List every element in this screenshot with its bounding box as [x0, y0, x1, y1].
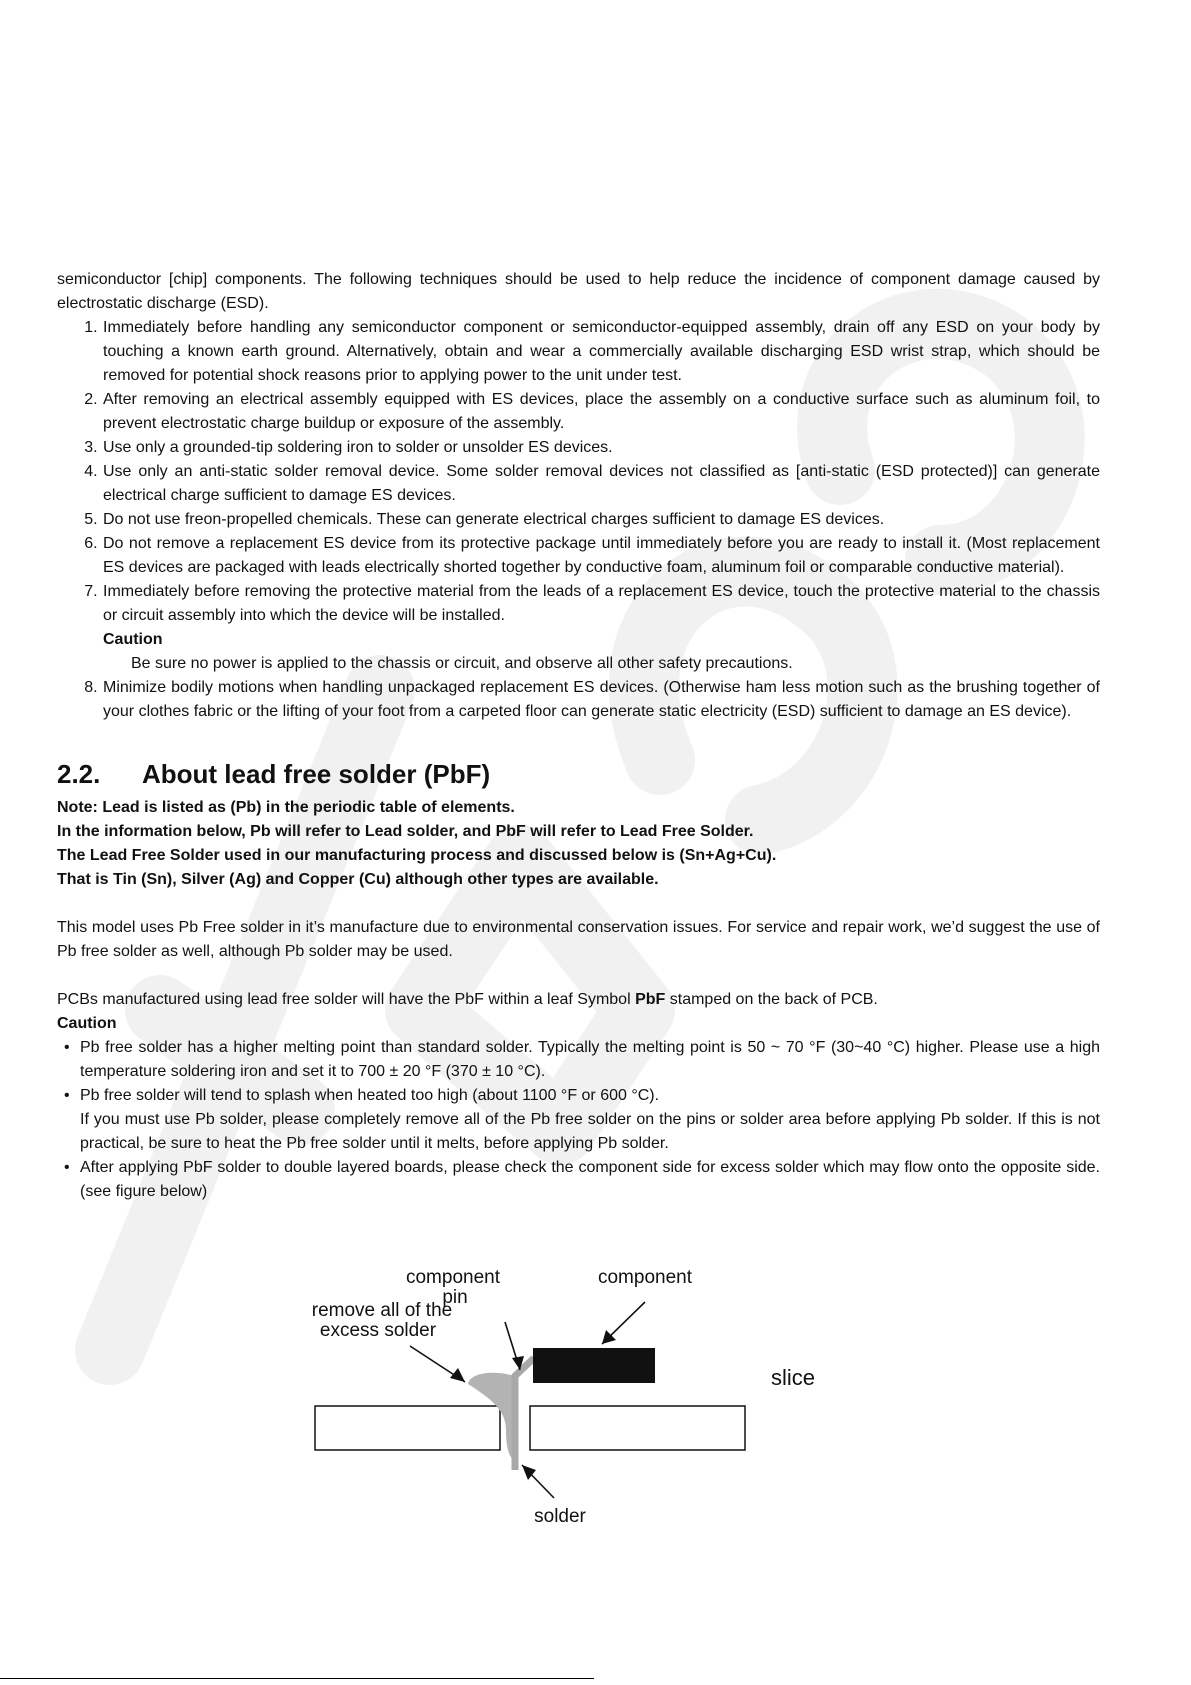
esd-step: [102, 676, 1100, 724]
component-body: [533, 1348, 655, 1383]
solder-figure: [300, 1260, 860, 1540]
footer-rule: [0, 1678, 594, 1679]
esd-step-text: Use only a grounded-tip soldering iron to solder or unsolder ES devices.: [103, 439, 613, 456]
spacer: [57, 964, 1100, 988]
label-slice: slice: [770, 1365, 816, 1390]
label-component: component: [597, 1267, 693, 1288]
caution-heading: Caution: [57, 1015, 117, 1032]
esd-step-text: After removing an electrical assembly equipped with ES devices, place the assembly on a conductive surface such as aluminum foil, to prevent electrostatic charge buildup or exposure of the assembly.: [103, 391, 1100, 432]
caution-item-text: Pb free solder has a higher melting point than standard solder. Typically the melting point is 50 ~ 70 °F (30~40 °C) higher. Please use a high temperature soldering iron and set it to 700 ± 20 °F (370 ± 10 °C).: [80, 1039, 1100, 1080]
esd-step-text: Minimize bodily motions when handling unpackaged replacement ES devices. (Otherwise ham less motion such as the brushing together of your clothes fabric or the lifting of your foot from a carpeted floor can generate static electricity (ESD) sufficient to damage an ES device).: [103, 679, 1100, 720]
label-remove-1: remove all of the: [311, 1300, 453, 1321]
esd-step: [102, 436, 1100, 460]
pcb-board-right: [530, 1406, 745, 1450]
section-number: 2.2.: [57, 759, 101, 789]
bullet: •: [64, 1159, 70, 1176]
caution-item: [57, 1084, 1100, 1108]
note-line: In the information below, Pb will refer to Lead solder, and PbF will refer to Lead Free Solder.: [57, 823, 754, 840]
caution-followup-text: If you must use Pb solder, please completely remove all of the Pb free solder on the pins or solder area before applying Pb solder. If this is not practical, be sure to heat the Pb free solder until it melts, before applying Pb solder.: [80, 1111, 1100, 1152]
pbf-symbol-text: PbF: [635, 991, 666, 1008]
pcb-text-before: PCBs manufactured using lead free solder will have the PbF within a leaf Symbol: [57, 991, 636, 1008]
document-body: [57, 268, 1100, 1204]
caution-item: [57, 1156, 1100, 1204]
caution-item-text: After applying PbF solder to double layered boards, please check the component side for excess solder which may flow onto the opposite side. (see figure below): [80, 1159, 1100, 1200]
label-component-pin-1: component: [405, 1267, 501, 1288]
esd-step: [102, 532, 1100, 580]
esd-step: [102, 388, 1100, 436]
step-caution-text: Be sure no power is applied to the chassis or circuit, and observe all other safety precautions.: [131, 655, 793, 672]
note-line: Note: Lead is listed as (Pb) in the periodic table of elements.: [57, 799, 515, 816]
bullet: •: [64, 1039, 70, 1056]
model-paragraph: This model uses Pb Free solder in it’s manufacture due to environmental conservation issues. For service and repair work, we’d suggest the use of Pb free solder as well, although Pb solder may be used.: [57, 919, 1100, 960]
esd-step-text: Do not use freon-propelled chemicals. These can generate electrical charges sufficient to damage ES devices.: [103, 511, 885, 528]
esd-step: [102, 460, 1100, 508]
caution-followup: [57, 1108, 1100, 1156]
esd-step-text: Immediately before removing the protective material from the leads of a replacement ES device, touch the protective material to the chassis or circuit assembly into which the device will be installed.: [103, 583, 1100, 624]
arrowhead: [450, 1368, 465, 1382]
solder-diagram: [300, 1260, 860, 1540]
esd-step-text: Immediately before handling any semiconductor component or semiconductor-equipped assembly, drain off any ESD on your body by touching a known earth ground. Alternatively, obtain and wear a commercially available discharging ESD wrist strap, which should be removed for potential shock reasons prior to applying power to the unit under test.: [103, 319, 1100, 384]
step-caution-label: Caution: [103, 631, 163, 648]
esd-step: [102, 580, 1100, 676]
note-line: That is Tin (Sn), Silver (Ag) and Copper (Cu) although other types are available.: [57, 871, 659, 888]
intro-paragraph: semiconductor [chip] components. The following techniques should be used to help reduce the incidence of component damage caused by electrostatic discharge (ESD).: [57, 271, 1100, 312]
caution-item: [57, 1036, 1100, 1084]
note-line: The Lead Free Solder used in our manufacturing process and discussed below is (Sn+Ag+Cu).: [57, 847, 777, 864]
section-title: About lead free solder (PbF): [142, 759, 491, 789]
label-remove-2: excess solder: [319, 1320, 437, 1341]
esd-step-text: Use only an anti-static solder removal device. Some solder removal devices not classified as [anti-static (ESD protected)] can generate electrical charge sufficient to damage ES devices.: [103, 463, 1100, 504]
esd-step: [102, 508, 1100, 532]
bullet: •: [64, 1087, 70, 1104]
pcb-paragraph: [57, 988, 1100, 1012]
esd-precautions-list: [57, 316, 1100, 724]
section-heading: [57, 758, 1100, 790]
esd-step: [102, 316, 1100, 388]
pcb-text-after: stamped on the back of PCB.: [665, 991, 878, 1008]
caution-list: [57, 1036, 1100, 1204]
spacer: [57, 892, 1100, 916]
esd-step-text: Do not remove a replacement ES device from its protective package until immediately before you are ready to install it. (Most replacement ES devices are packaged with leads electrically shorted together by conductive foam, aluminum foil or comparable conductive material).: [103, 535, 1100, 576]
caution-item-text: Pb free solder will tend to splash when heated too high (about 1100 °F or 600 °C).: [80, 1087, 660, 1104]
pcb-board-left: [315, 1406, 500, 1450]
label-component-pin-2: pin: [442, 1287, 468, 1308]
label-solder: solder: [534, 1506, 586, 1527]
